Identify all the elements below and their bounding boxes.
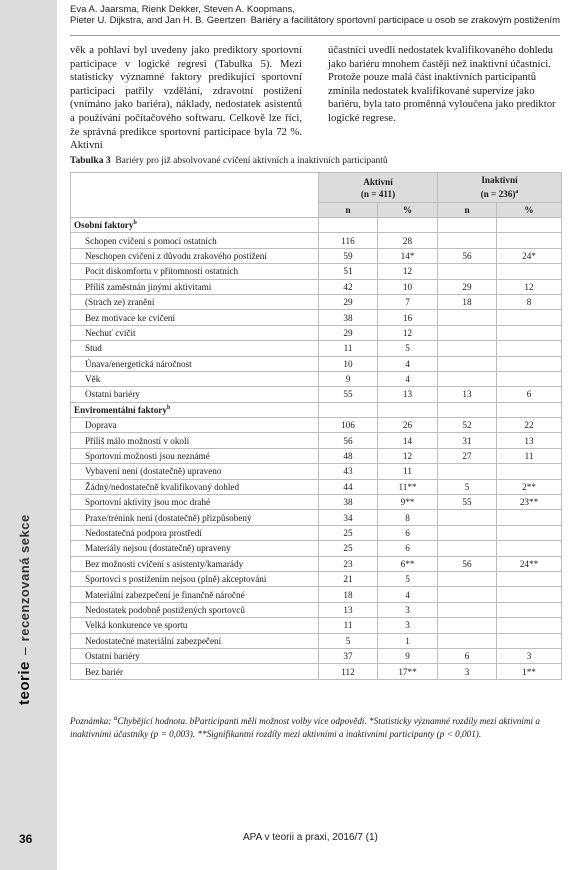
table-row <box>71 464 562 479</box>
inactive-pct-cell <box>497 525 562 540</box>
inactive-pct-cell <box>497 325 562 340</box>
active-n-cell: 106 <box>319 418 378 433</box>
row-label: Nechuť cvičit <box>71 325 319 340</box>
row-label: Pocit diskomfortu v přítomnosti ostatních <box>71 264 319 279</box>
col-header-active-pct: % <box>378 203 438 218</box>
active-n-cell: 51 <box>319 264 378 279</box>
row-label: Ostatní bariéry <box>71 387 319 402</box>
section-empty-cell <box>438 402 497 417</box>
active-n-cell: 43 <box>319 464 378 479</box>
table-row <box>71 571 562 586</box>
inactive-pct-cell: 6 <box>497 387 562 402</box>
active-pct-cell: 4 <box>378 587 438 602</box>
inactive-pct-cell <box>497 310 562 325</box>
group-header-active-title: Aktivní <box>363 176 393 187</box>
section-title: Enviromentální faktory <box>74 404 167 415</box>
body-column-right: účastníci uvedli nedostatek kvalifikovaného dohledu jako bariéru mnohem častěji než inaktivní účastníci. Protože pouze malá část inaktivních participantů zmínila nedostatek kvalifikované supervize jako bariéru, byla tato proměnná vyloučena jako prediktor logické regrese. <box>328 44 556 124</box>
barriers-table <box>70 172 562 680</box>
active-pct-cell: 28 <box>378 233 438 248</box>
row-label: Materiály nejsou (dostatečně) upraveny <box>71 541 319 556</box>
table-caption-label: Tabulka 3 <box>70 156 111 166</box>
active-pct-cell: 12 <box>378 325 438 340</box>
inactive-n-cell: 55 <box>438 495 497 510</box>
table-row <box>71 418 562 433</box>
inactive-pct-cell: 23** <box>497 495 562 510</box>
table-caption-text: Bariéry pro již absolvované cvičení aktivních a inaktivních participantů <box>115 156 388 166</box>
row-label: Příliš málo možností v okolí <box>71 433 319 448</box>
active-n-cell: 13 <box>319 602 378 617</box>
row-label: Ostatní bariéry <box>71 648 319 663</box>
active-n-cell: 42 <box>319 279 378 294</box>
inactive-n-cell <box>438 541 497 556</box>
header-authors-line1: Eva A. Jaarsma, Rienk Dekker, Steven A. Koopmans, <box>70 4 295 15</box>
row-label: Nedostatečná podpora prostředí <box>71 525 319 540</box>
inactive-n-cell <box>438 356 497 371</box>
section-title-cell <box>71 402 319 417</box>
row-label: Žádný/nedostatečně kvalifikovaný dohled <box>71 479 319 494</box>
table-row <box>71 495 562 510</box>
active-pct-cell: 9 <box>378 648 438 663</box>
table-corner <box>71 173 319 218</box>
inactive-pct-cell: 12 <box>497 279 562 294</box>
active-pct-cell: 14* <box>378 248 438 263</box>
table-row <box>71 556 562 571</box>
section-empty-cell <box>438 218 497 233</box>
active-n-cell: 18 <box>319 587 378 602</box>
inactive-pct-cell: 24** <box>497 556 562 571</box>
active-pct-cell: 5 <box>378 341 438 356</box>
table-row <box>71 664 562 679</box>
inactive-n-cell <box>438 341 497 356</box>
col-header-active-n: n <box>319 203 378 218</box>
section-empty-cell <box>319 218 378 233</box>
table-row <box>71 341 562 356</box>
page-header <box>70 4 560 36</box>
active-pct-cell: 11** <box>378 479 438 494</box>
table-row <box>71 541 562 556</box>
inactive-n-cell: 5 <box>438 479 497 494</box>
section-header-row <box>71 402 562 417</box>
section-empty-cell <box>497 218 562 233</box>
active-pct-cell: 4 <box>378 371 438 386</box>
active-pct-cell: 8 <box>378 510 438 525</box>
group-header-active <box>319 173 438 203</box>
active-pct-cell: 14 <box>378 433 438 448</box>
active-n-cell: 38 <box>319 495 378 510</box>
group-header-inactive-sup: a <box>515 189 519 196</box>
inactive-pct-cell <box>497 571 562 586</box>
inactive-n-cell <box>438 325 497 340</box>
inactive-pct-cell <box>497 341 562 356</box>
table-note <box>70 712 561 740</box>
active-n-cell: 112 <box>319 664 378 679</box>
inactive-pct-cell: 22 <box>497 418 562 433</box>
row-label: Velká konkurence ve sportu <box>71 618 319 633</box>
active-pct-cell: 6 <box>378 525 438 540</box>
inactive-n-cell <box>438 602 497 617</box>
inactive-n-cell <box>438 464 497 479</box>
inactive-pct-cell <box>497 356 562 371</box>
table-row <box>71 371 562 386</box>
inactive-n-cell <box>438 371 497 386</box>
row-label: Bez bariér <box>71 664 319 679</box>
table-row <box>71 525 562 540</box>
table-row <box>71 648 562 663</box>
table-row <box>71 325 562 340</box>
section-title-sup: b <box>133 220 137 227</box>
table-row <box>71 233 562 248</box>
table-row <box>71 510 562 525</box>
row-label: Sportovci s postižením nejsou (plně) akceptováni <box>71 571 319 586</box>
group-header-inactive <box>438 173 562 203</box>
active-pct-cell: 26 <box>378 418 438 433</box>
table-row <box>71 448 562 463</box>
section-label-main: teorie <box>16 661 33 705</box>
section-label <box>6 455 42 705</box>
table-row <box>71 602 562 617</box>
inactive-pct-cell: 13 <box>497 433 562 448</box>
section-title-sup: b <box>166 404 171 411</box>
active-n-cell: 11 <box>319 341 378 356</box>
inactive-n-cell <box>438 633 497 648</box>
active-pct-cell: 13 <box>378 387 438 402</box>
row-label: Praxe/trénink není (dostatečně) přizpůsobený <box>71 510 319 525</box>
inactive-pct-cell <box>497 602 562 617</box>
inactive-n-cell: 56 <box>438 556 497 571</box>
table-row <box>71 433 562 448</box>
inactive-n-cell: 18 <box>438 294 497 309</box>
header-authors-line2: Pieter U. Dijkstra, and Jan H. B. Geertzen <box>70 15 246 26</box>
active-n-cell: 29 <box>319 294 378 309</box>
inactive-pct-cell <box>497 264 562 279</box>
row-label: Vybavení není (dostatečně) upraveno <box>71 464 319 479</box>
row-label: Věk <box>71 371 319 386</box>
active-n-cell: 44 <box>319 479 378 494</box>
active-pct-cell: 11 <box>378 464 438 479</box>
inactive-n-cell: 13 <box>438 387 497 402</box>
body-column-left: věk a pohlaví byl uvedeny jako prediktory sportovní participace v logické regresi (Tabulka 5). Mezi statisticky významné faktory predikující sportovní participaci patřily vzdělání, zdravotní postižení (vnímáno jako bariéra), náklady, nedostatek asistentů a používání počítačového softwaru. Celkově lze říci, že správná predikce sportovní participace byla 72 %. Aktivní <box>70 44 302 152</box>
table-note-sup: a <box>113 713 118 722</box>
section-title: Osobní faktory <box>74 220 134 231</box>
active-pct-cell: 3 <box>378 618 438 633</box>
header-running-title: Bariéry a facilitátory sportovní participace u osob se zrakovým postižením <box>250 15 560 26</box>
section-title-cell <box>71 218 319 233</box>
page-number: 36 <box>19 832 33 846</box>
active-pct-cell: 17** <box>378 664 438 679</box>
inactive-pct-cell: 8 <box>497 294 562 309</box>
inactive-n-cell: 29 <box>438 279 497 294</box>
inactive-pct-cell <box>497 633 562 648</box>
row-label: Sportovní aktivity jsou moc drahé <box>71 495 319 510</box>
row-label: Materiální zabezpečení je finančně náročné <box>71 587 319 602</box>
inactive-n-cell <box>438 264 497 279</box>
inactive-n-cell: 31 <box>438 433 497 448</box>
active-pct-cell: 10 <box>378 279 438 294</box>
section-label-dash: – <box>16 647 32 656</box>
table-row <box>71 310 562 325</box>
inactive-n-cell: 52 <box>438 418 497 433</box>
row-label: Nedostatek podobně postižených sportovců <box>71 602 319 617</box>
inactive-pct-cell: 11 <box>497 448 562 463</box>
table-row <box>71 479 562 494</box>
row-label: Doprava <box>71 418 319 433</box>
row-label: Bez motivace ke cvičení <box>71 310 319 325</box>
inactive-pct-cell <box>497 371 562 386</box>
section-empty-cell <box>378 218 438 233</box>
group-header-inactive-title: Inaktivní <box>481 175 518 186</box>
active-n-cell: 48 <box>319 448 378 463</box>
active-pct-cell: 7 <box>378 294 438 309</box>
active-pct-cell: 9** <box>378 495 438 510</box>
row-label: Únava/energetická náročnost <box>71 356 319 371</box>
inactive-n-cell <box>438 233 497 248</box>
table-row <box>71 279 562 294</box>
inactive-n-cell <box>438 571 497 586</box>
section-header-row <box>71 218 562 233</box>
inactive-n-cell: 27 <box>438 448 497 463</box>
group-header-inactive-n-wrap <box>441 186 558 200</box>
inactive-pct-cell: 3 <box>497 648 562 663</box>
active-n-cell: 25 <box>319 541 378 556</box>
row-label: Příliš zaměstnán jinými aktivitami <box>71 279 319 294</box>
active-n-cell: 59 <box>319 248 378 263</box>
inactive-n-cell: 6 <box>438 648 497 663</box>
active-pct-cell: 3 <box>378 602 438 617</box>
table-row <box>71 587 562 602</box>
row-label: Stud <box>71 341 319 356</box>
table-row <box>71 387 562 402</box>
row-label: (Strach ze) zranění <box>71 294 319 309</box>
table-row <box>71 633 562 648</box>
table-row <box>71 248 562 263</box>
row-label: Schopen cvičení s pomocí ostatních <box>71 233 319 248</box>
group-header-inactive-n: (n = 236) <box>480 189 516 200</box>
active-pct-cell: 6** <box>378 556 438 571</box>
active-n-cell: 21 <box>319 571 378 586</box>
section-sidebar <box>0 0 57 870</box>
active-pct-cell: 12 <box>378 448 438 463</box>
active-n-cell: 5 <box>319 633 378 648</box>
table-row <box>71 264 562 279</box>
inactive-n-cell <box>438 510 497 525</box>
active-pct-cell: 1 <box>378 633 438 648</box>
row-label: Bez možnosti cvičení s asistenty/kamarády <box>71 556 319 571</box>
row-label: Nedostatečné materiální zabezpečení <box>71 633 319 648</box>
inactive-pct-cell: 2** <box>497 479 562 494</box>
body-text <box>70 44 562 154</box>
active-n-cell: 55 <box>319 387 378 402</box>
inactive-n-cell <box>438 525 497 540</box>
active-pct-cell: 16 <box>378 310 438 325</box>
inactive-pct-cell: 1** <box>497 664 562 679</box>
active-n-cell: 23 <box>319 556 378 571</box>
row-label: Neschopen cvičení z důvodu zrakového postižení <box>71 248 319 263</box>
inactive-pct-cell <box>497 541 562 556</box>
inactive-n-cell <box>438 587 497 602</box>
inactive-pct-cell <box>497 510 562 525</box>
active-n-cell: 29 <box>319 325 378 340</box>
active-pct-cell: 4 <box>378 356 438 371</box>
table-row <box>71 356 562 371</box>
table-caption <box>70 156 388 166</box>
section-label-sub: recenzovaná sekce <box>17 514 32 642</box>
active-n-cell: 10 <box>319 356 378 371</box>
inactive-n-cell: 56 <box>438 248 497 263</box>
active-n-cell: 34 <box>319 510 378 525</box>
inactive-pct-cell: 24* <box>497 248 562 263</box>
active-n-cell: 38 <box>319 310 378 325</box>
active-pct-cell: 12 <box>378 264 438 279</box>
row-label: Sportovní možnosti jsou neznámé <box>71 448 319 463</box>
table-row <box>71 294 562 309</box>
active-n-cell: 56 <box>319 433 378 448</box>
active-n-cell: 11 <box>319 618 378 633</box>
active-n-cell: 9 <box>319 371 378 386</box>
table-note-prefix: Poznámka: <box>70 716 114 727</box>
inactive-n-cell <box>438 618 497 633</box>
col-header-inactive-n: n <box>438 203 497 218</box>
group-header-active-n: (n = 411) <box>360 188 396 199</box>
active-pct-cell: 6 <box>378 541 438 556</box>
table-row <box>71 618 562 633</box>
section-empty-cell <box>319 402 378 417</box>
active-n-cell: 25 <box>319 525 378 540</box>
table-body <box>71 218 562 680</box>
page-footer: APA v teorii a praxi, 2016/7 (1) <box>243 832 378 843</box>
inactive-n-cell: 3 <box>438 664 497 679</box>
active-n-cell: 37 <box>319 648 378 663</box>
inactive-n-cell <box>438 310 497 325</box>
table-note-text: Chybějící hodnota. bParticipanti měli možnost volby více odpovědí. *Statisticky významné rozdíly mezi aktivními a inaktivními účastníky (p = 0,003). **Signifikantní rozdíly mezi aktivními a inaktivními participanty (p < 0,001). <box>70 716 540 739</box>
section-empty-cell <box>378 402 438 417</box>
inactive-pct-cell <box>497 618 562 633</box>
inactive-pct-cell <box>497 587 562 602</box>
inactive-pct-cell <box>497 464 562 479</box>
section-empty-cell <box>497 402 562 417</box>
active-pct-cell: 5 <box>378 571 438 586</box>
active-n-cell: 116 <box>319 233 378 248</box>
col-header-inactive-pct: % <box>497 203 562 218</box>
inactive-pct-cell <box>497 233 562 248</box>
